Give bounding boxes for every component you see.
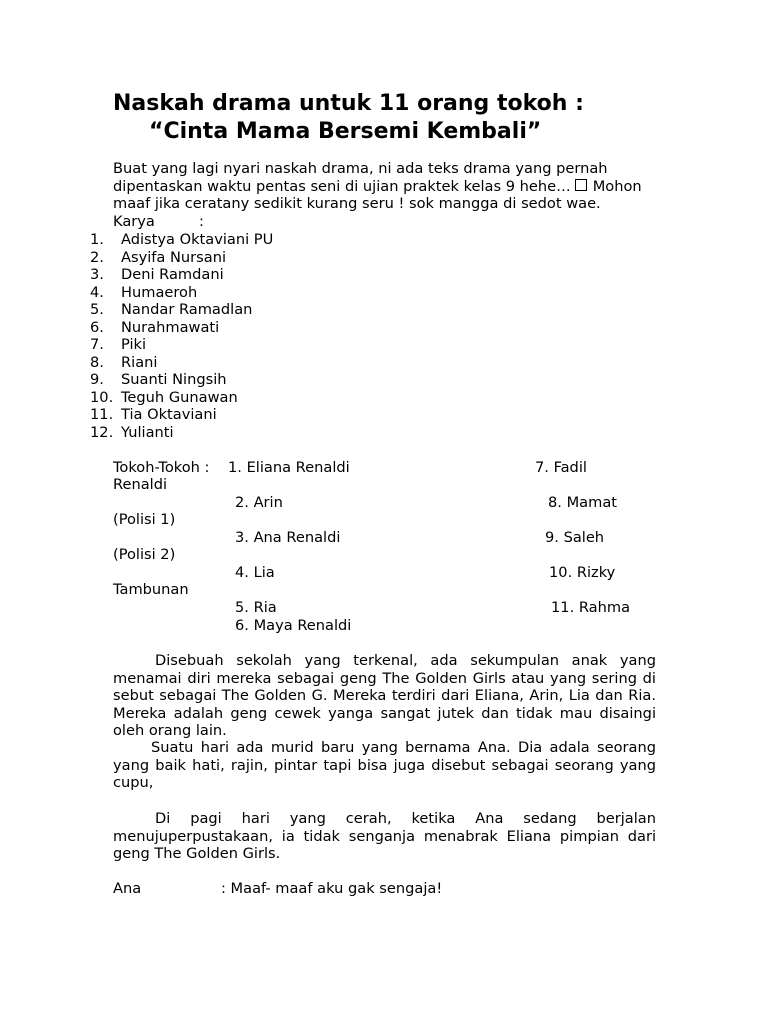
author-name: Tia Oktaviani — [121, 406, 217, 423]
narration-paragraph — [113, 739, 656, 792]
list-number: 2. — [90, 248, 104, 266]
paragraph-text: Disebuah sekolah yang terkenal, ada sekumpulan anak yang menamai diri mereka sebagai geng The Golden Girls atau yang sering di sebut sebagai The Golden G. Mereka terdiri dari Eliana, Arin, Lia dan Ria. Mereka adalah geng cewek yanga sangat jutek dan tidak mau disaingi oleh orang lain. — [113, 652, 656, 739]
character-item: 6. Maya Renaldi — [235, 617, 352, 634]
dialog-speaker: Ana — [113, 880, 142, 897]
title-line-2: “Cinta Mama Bersemi Kembali” — [149, 119, 542, 144]
paragraph-text: Suatu hari ada murid baru yang bernama Ana. Dia adala seorang yang baik hati, rajin, pintar tapi bisa juga disebut sebagai seorang yang cupu, — [113, 739, 656, 791]
karya-colon: : — [199, 213, 204, 230]
title-line-1: Naskah drama untuk 11 orang tokoh : — [113, 91, 584, 116]
narration-paragraph — [113, 810, 656, 863]
narration-paragraph — [113, 652, 656, 740]
character-item-wrap: (Polisi 2) — [113, 546, 176, 563]
list-number: 11. — [90, 406, 114, 423]
author-name: Nurahmawati — [121, 318, 220, 336]
missing-glyph-icon — [575, 179, 587, 191]
document-title — [113, 90, 584, 146]
character-item: 10. Rizky — [549, 564, 616, 581]
dialog-line — [113, 880, 443, 898]
karya-label: Karya — [113, 213, 155, 230]
intro-text-2: Mohon maaf jika ceratany sedikit kurang seru ! sok mangga di sedot wae. — [113, 177, 642, 212]
paragraph-text: Di pagi hari yang cerah, ketika Ana sedang berjalan menujuperpustakaan, ia tidak senganja menabrak Eliana pimpian dari geng The Golden Girls. — [113, 810, 656, 862]
character-item: 7. Fadil — [535, 459, 587, 476]
list-number: 7. — [90, 336, 104, 353]
character-item: 4. Lia — [235, 564, 275, 581]
character-item: 11. Rahma — [551, 599, 631, 616]
character-item-wrap: Tambunan — [113, 581, 189, 598]
karya-label-row — [113, 213, 204, 231]
author-name: Humaeroh — [121, 283, 198, 301]
character-item: 2. Arin — [235, 494, 283, 511]
author-name: Suanti Ningsih — [121, 371, 227, 388]
character-item-wrap: (Polisi 1) — [113, 511, 176, 528]
author-name: Nandar Ramadlan — [121, 301, 253, 318]
list-number: 12. — [90, 423, 114, 441]
list-number: 4. — [90, 283, 104, 301]
intro-text: Buat yang lagi nyari naskah drama, ni ada teks drama yang pernah dipentaskan waktu pentas seni di ujian praktek kelas 9 hehe… — [113, 160, 608, 195]
author-name: Asyifa Nursani — [121, 248, 227, 266]
character-item: 8. Mamat — [548, 494, 617, 511]
author-name: Deni Ramdani — [121, 266, 224, 283]
list-number: 5. — [90, 301, 104, 318]
intro-paragraph — [113, 160, 658, 213]
author-name: Adistya Oktaviani PU — [121, 231, 274, 248]
character-list-label: Tokoh-Tokoh : — [113, 459, 210, 476]
character-item-wrap: Renaldi — [113, 476, 168, 493]
author-name: Yulianti — [121, 423, 174, 441]
list-number: 9. — [90, 371, 104, 388]
list-number: 10. — [90, 388, 114, 406]
character-item: 1. Eliana Renaldi — [228, 459, 350, 476]
character-item: 5. Ria — [235, 599, 277, 616]
author-name: Piki — [121, 336, 147, 353]
list-number: 1. — [90, 231, 104, 248]
character-item: 9. Saleh — [545, 529, 605, 546]
author-name: Teguh Gunawan — [121, 388, 238, 406]
list-number: 3. — [90, 266, 104, 283]
author-name: Riani — [121, 353, 158, 371]
dialog-text: : Maaf- maaf aku gak sengaja! — [221, 880, 443, 897]
list-number: 8. — [90, 353, 104, 371]
character-item: 3. Ana Renaldi — [235, 529, 341, 546]
list-number: 6. — [90, 318, 104, 336]
